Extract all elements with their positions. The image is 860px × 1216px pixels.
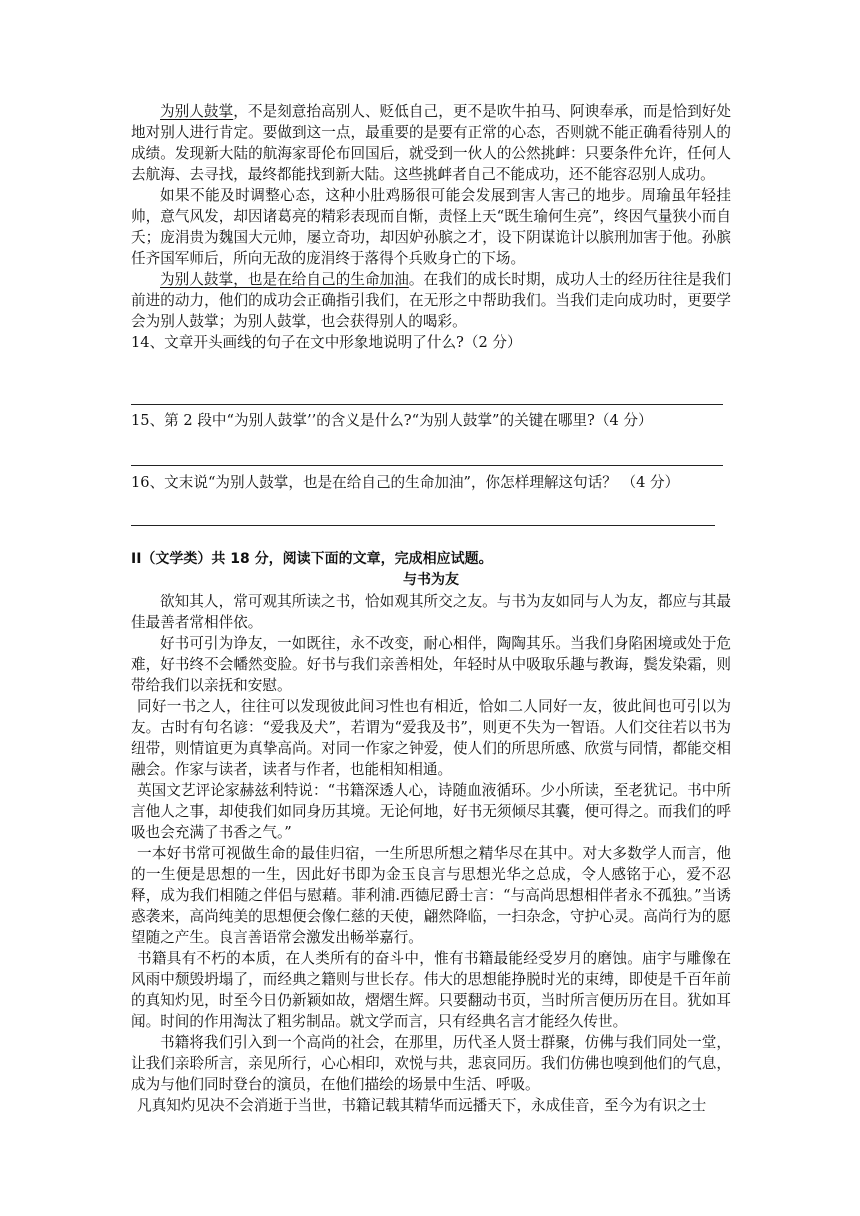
answer-line-14[interactable] xyxy=(131,404,723,405)
article-paragraph: 书籍将我们引入到一个高尚的社会，在那里，历代圣人贤士群聚，仿佛与我们同处一堂，让我们亲聆所言，亲见所行，心心相印，欢悦与共，悲哀同历。我们仿佛也嗅到他们的气息，成为与他们同时登台的演员，在他们描绘的场景中生活、呼吸。 xyxy=(131,1034,731,1093)
article-paragraph: 好书可引为诤友，一如既往，永不改变，耐心相伴，陶陶其乐。当我们身陷困境或处于危难，好书终不会幡然变脸。好书与我们亲善相处，年轻时从中吸取乐趣与教诲，鬓发染霜，则带给我们以亲抚和安慰。 xyxy=(131,635,731,694)
article-paragraph: 欲知其人，常可观其所读之书，恰如观其所交之友。与书为友如同与人为友，都应与其最佳最善者常相伴依。 xyxy=(131,593,731,631)
paragraph-1-text: ，不是刻意抬高别人、贬低自己，更不是吹牛拍马、阿谀奉承，而是恰到好处地对别人进行肯定。要做到这一点，最重要的是要有正常的心态，否则就不能正确看待别人的成绩。发现新大陆的航海家哥伦布回国后，就受到一伙人的公然挑衅：只要条件允许，任何人去航海、去寻找，最终都能找到新大陆。这些挑衅者自己不能成功，还不能容忍别人成功。 xyxy=(131,103,731,183)
question-15-block xyxy=(131,410,731,431)
passage-paragraph-2: 如果不能及时调整心态，这种小肚鸡肠很可能会发展到害人害己的地步。周瑜虽年轻挂帅，意气风发，却因诸葛亮的精彩表现而自惭，责怪上天“既生瑜何生亮”，终因气量狭小而自夭；庞涓贵为魏国大元帅，屡立奇功，却因妒孙膑之才，设下阴谋诡计以膑刑加害于他。孙膑任齐国军师后，所向无敌的庞涓终于落得个兵败身亡的下场。 xyxy=(131,187,731,267)
passage-paragraph-3 xyxy=(131,269,731,332)
article-paragraph: 凡真知灼见决不会消逝于当世，书籍记载其精华而远播天下，永成佳音，至今为有识之士 xyxy=(137,1097,707,1114)
section-two xyxy=(131,549,731,1116)
underlined-phrase-1: 为别人鼓掌 xyxy=(160,103,234,120)
paragraph-3-text: 。在我们的成长时期，成功人士的经历往往是我们前进的动力，他们的成功会正确指引我们，在无形之中帮助我们。当我们走向成功时，更要学会为别人鼓掌；为别人鼓掌，也会获得别人的喝彩。 xyxy=(131,271,731,330)
section-heading: II（文学类）共 18 分，阅读下面的文章，完成相应试题。 xyxy=(131,551,493,567)
question-15: 15、第 2 段中“为别人鼓掌’’的含义是什么?“为别人鼓掌”的关键在哪里?（4 分） xyxy=(131,412,653,429)
question-16-block xyxy=(131,472,731,493)
underlined-phrase-2: 为别人鼓掌，也是在给自己的生命加油 xyxy=(160,271,409,288)
answer-line-16[interactable] xyxy=(131,525,715,526)
question-14: 14、文章开头画线的句子在文中形象地说明了什么?（2 分） xyxy=(131,334,522,351)
answer-line-15[interactable] xyxy=(131,465,723,466)
passage-one xyxy=(131,101,731,353)
article-paragraph: 书籍具有不朽的本质，在人类所有的奋斗中，惟有书籍最能经受岁月的磨蚀。庙宇与雕像在风雨中颓毁坍塌了，而经典之籍则与世长存。伟大的思想能挣脱时光的束缚，即使是千百年前的真知灼见，时至今日仍新颖如故，熠熠生辉。只要翻动书页，当时所言便历历在目。犹如耳闻。时间的作用淘汰了粗劣制品。就文学而言，只有经典名言才能经久传世。 xyxy=(131,950,731,1030)
article-paragraph: 英国文艺评论家赫兹利特说：“书籍深透人心，诗随血液循环。少小所读，至老犹记。书中所言他人之事，却使我们如同身历其境。无论何地，好书无须倾尽其囊，便可得之。而我们的呼吸也会充满了书香之气。” xyxy=(131,782,731,841)
question-16: 16、文末说“为别人鼓掌，也是在给自己的生命加油”，你怎样理解这句话？ （4 分） xyxy=(131,474,680,491)
article-paragraph: 一本好书常可视做生命的最佳归宿，一生所思所想之精华尽在其中。对大多数学人而言，他的一生便是思想的一生，因此好书即为金玉良言与思想光华之总成，令人感铭于心，爱不忍释，成为我们相随之伴侣与慰藉。菲利浦.西德尼爵士言：“与高尚思想相伴者永不孤独。”当诱惑袭来，高尚纯美的思想便会像仁慈的天使，翩然降临，一扫杂念，守护心灵。高尚行为的愿望随之产生。良言善语常会激发出畅举嘉行。 xyxy=(131,845,731,946)
passage-paragraph-1 xyxy=(131,101,731,185)
article-paragraph: 同好一书之人，往往可以发现彼此间习性也有相近，恰如二人同好一友，彼此间也可引以为友。古时有句名谚：“爱我及犬”，若谓为“爱我及书”，则更不失为一智语。人们交往若以书为纽带，则情谊更为真挚高尚。对同一作家之钟爱，使人们的所思所感、欣赏与同情，都能交相融会。作家与读者，读者与作者，也能相知相通。 xyxy=(131,698,731,778)
article-title: 与书为友 xyxy=(403,572,459,588)
